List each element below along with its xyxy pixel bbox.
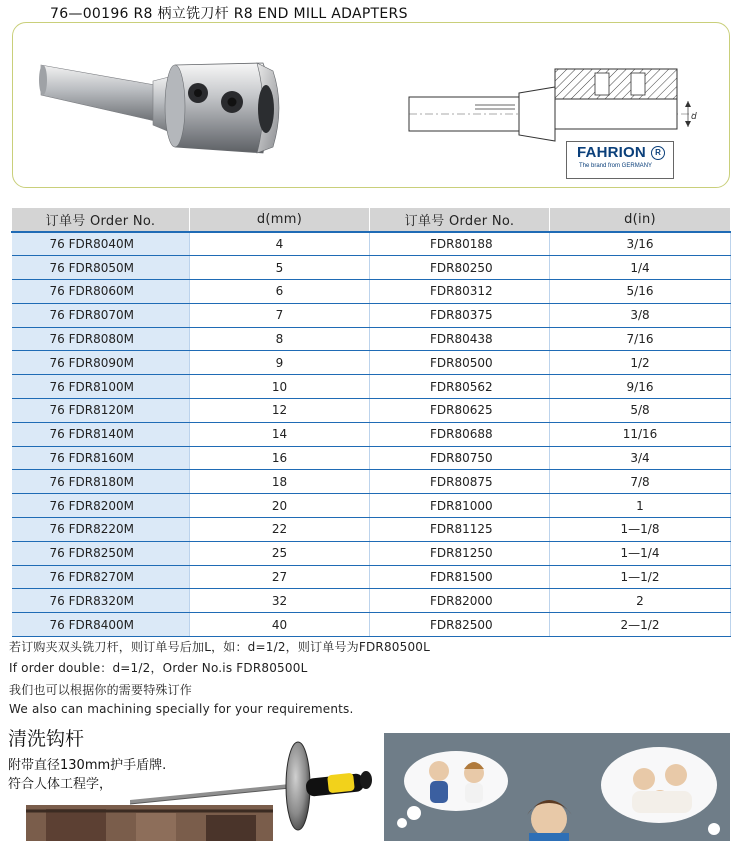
note-double-en: If order double：d=1/2，Order No.is FDR80500L [9, 661, 308, 675]
diameter-mm: 12 [190, 399, 370, 423]
diameter-in: 9/16 [550, 375, 731, 399]
diameter-mm: 27 [190, 565, 370, 589]
spec-table [11, 208, 731, 637]
diameter-in: 2 [550, 589, 731, 613]
order-no-inch: FDR81250 [370, 541, 550, 565]
brand-name: FAHRION [577, 144, 646, 161]
order-no-metric: 76 FDR8400M [12, 613, 190, 637]
order-no-metric: 76 FDR8140M [12, 422, 190, 446]
order-no-metric: 76 FDR8070M [12, 303, 190, 327]
diameter-in: 5/16 [550, 280, 731, 304]
dimension-label: d [691, 112, 697, 122]
table-row [12, 232, 731, 256]
order-no-metric: 76 FDR8160M [12, 446, 190, 470]
order-no-inch: FDR80500 [370, 351, 550, 375]
order-no-inch: FDR81125 [370, 518, 550, 542]
order-no-inch: FDR80750 [370, 446, 550, 470]
customer-service-photo [384, 733, 730, 841]
diameter-in: 7/8 [550, 470, 731, 494]
diameter-mm: 8 [190, 327, 370, 351]
order-no-metric: 76 FDR8120M [12, 399, 190, 423]
table-row [12, 327, 731, 351]
order-no-inch: FDR81000 [370, 494, 550, 518]
order-no-metric: 76 FDR8100M [12, 375, 190, 399]
diameter-mm: 9 [190, 351, 370, 375]
order-no-metric: 76 FDR8050M [12, 256, 190, 280]
registered-mark: R [651, 146, 665, 160]
diameter-in: 1—1/2 [550, 565, 731, 589]
order-no-metric: 76 FDR8040M [12, 232, 190, 256]
header-order-no-inch: 订单号 Order No. [370, 208, 550, 232]
table-row [12, 613, 731, 637]
note-custom-cn: 我们也可以根据你的需要特殊订作 [9, 683, 193, 697]
table-row [12, 565, 731, 589]
order-no-inch: FDR80688 [370, 422, 550, 446]
diameter-mm: 6 [190, 280, 370, 304]
order-no-inch: FDR80375 [370, 303, 550, 327]
table-row [12, 589, 731, 613]
order-no-inch: FDR82500 [370, 613, 550, 637]
diameter-in: 5/8 [550, 399, 731, 423]
table-row [12, 541, 731, 565]
diameter-in: 3/8 [550, 303, 731, 327]
table-row [12, 280, 731, 304]
order-no-inch: FDR80438 [370, 327, 550, 351]
table-row [12, 470, 731, 494]
diameter-mm: 25 [190, 541, 370, 565]
header-order-no-metric: 订单号 Order No. [12, 208, 190, 232]
diameter-in: 1/2 [550, 351, 731, 375]
diameter-mm: 18 [190, 470, 370, 494]
table-row [12, 399, 731, 423]
order-no-inch: FDR80188 [370, 232, 550, 256]
order-no-metric: 76 FDR8270M [12, 565, 190, 589]
hook-desc-2: 符合人体工程学， [8, 777, 113, 792]
diameter-mm: 7 [190, 303, 370, 327]
order-no-metric: 76 FDR8250M [12, 541, 190, 565]
diameter-mm: 32 [190, 589, 370, 613]
note-custom-en: We also can machining specially for your requirements. [9, 702, 354, 716]
table-row [12, 422, 731, 446]
order-no-metric: 76 FDR8320M [12, 589, 190, 613]
diameter-mm: 5 [190, 256, 370, 280]
table-row [12, 494, 731, 518]
adapter-photo [35, 35, 335, 175]
hook-title: 清洗钩杆 [8, 728, 85, 750]
header-d-in: d(in) [550, 208, 731, 232]
order-no-inch: FDR80875 [370, 470, 550, 494]
diameter-mm: 14 [190, 422, 370, 446]
diameter-in: 3/16 [550, 232, 731, 256]
diameter-mm: 4 [190, 232, 370, 256]
table-row [12, 303, 731, 327]
diameter-in: 2—1/2 [550, 613, 731, 637]
diameter-in: 1/4 [550, 256, 731, 280]
diameter-mm: 20 [190, 494, 370, 518]
table-row [12, 351, 731, 375]
diameter-in: 1—1/4 [550, 541, 731, 565]
page-title: 76—00196 R8 柄立铣刀杆 R8 END MILL ADAPTERS [50, 6, 408, 22]
diameter-mm: 10 [190, 375, 370, 399]
order-no-metric: 76 FDR8080M [12, 327, 190, 351]
order-no-metric: 76 FDR8220M [12, 518, 190, 542]
order-no-inch: FDR80625 [370, 399, 550, 423]
diameter-in: 7/16 [550, 327, 731, 351]
product-banner [12, 22, 730, 188]
brand-tagline: The brand from GERMANY [579, 163, 653, 169]
order-no-metric: 76 FDR8200M [12, 494, 190, 518]
order-no-metric: 76 FDR8090M [12, 351, 190, 375]
diameter-mm: 16 [190, 446, 370, 470]
header-d-mm: d(mm) [190, 208, 370, 232]
diameter-in: 11/16 [550, 422, 731, 446]
hook-desc-1: 附带直径130mm护手盾牌. [8, 758, 167, 773]
table-row [12, 375, 731, 399]
table-row [12, 518, 731, 542]
order-no-metric: 76 FDR8180M [12, 470, 190, 494]
note-double-cn: 若订购夹双头铣刀杆，则订单号后加L，如：d=1/2，则订单号为FDR80500L [9, 640, 431, 654]
order-no-inch: FDR81500 [370, 565, 550, 589]
diameter-mm: 40 [190, 613, 370, 637]
diameter-mm: 22 [190, 518, 370, 542]
brand-logo [566, 141, 674, 179]
diameter-in: 3/4 [550, 446, 731, 470]
order-no-inch: FDR80562 [370, 375, 550, 399]
order-no-inch: FDR80312 [370, 280, 550, 304]
diameter-in: 1 [550, 494, 731, 518]
table-row [12, 446, 731, 470]
order-no-inch: FDR82000 [370, 589, 550, 613]
order-no-inch: FDR80250 [370, 256, 550, 280]
table-row [12, 256, 731, 280]
diameter-in: 1—1/8 [550, 518, 731, 542]
table-header-row [12, 208, 731, 232]
cleaning-hook-image [130, 738, 380, 838]
order-no-metric: 76 FDR8060M [12, 280, 190, 304]
